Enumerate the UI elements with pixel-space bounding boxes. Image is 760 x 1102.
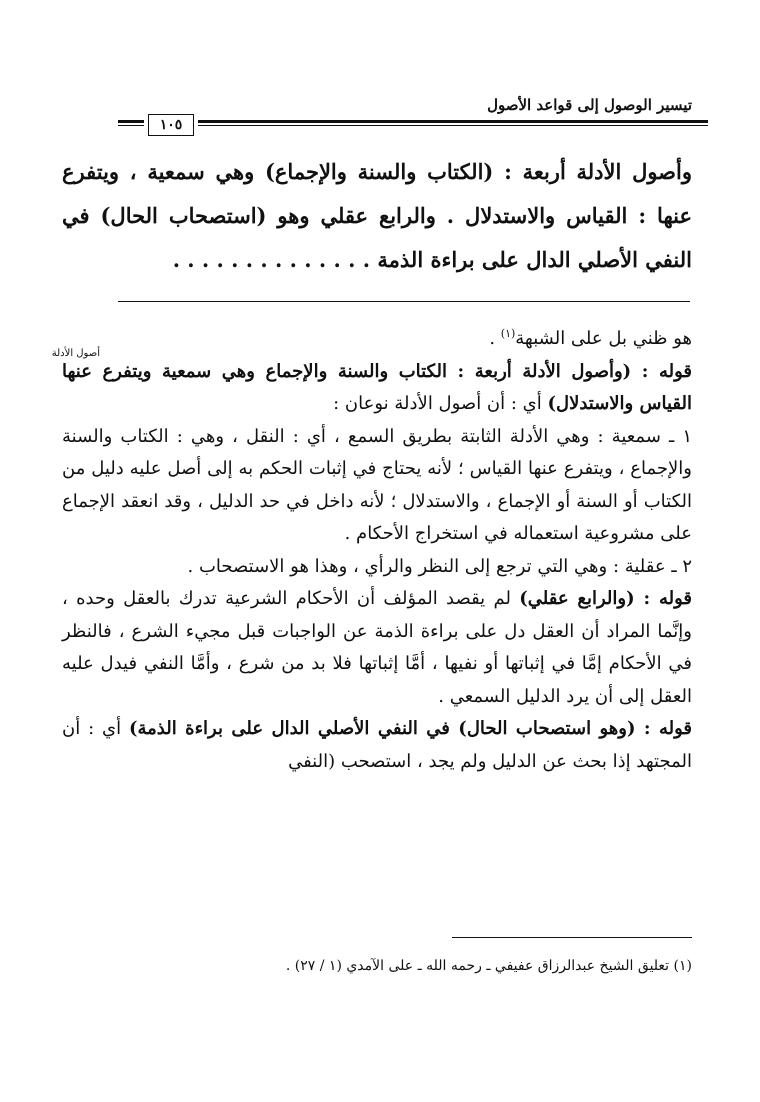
commentary-paragraph: ١ ـ سمعية : وهي الأدلة الثابتة بطريق السمع ، أي : النقل ، وهي : الكتاب والسنة والإجماع ، ويتفرع عنها القياس ؛ لأنه يحتاج في إثبات الحكم به إلى أصل عليه دليل من الكتاب أو السنة أو الإجماع ، والاستدلال ؛ لأنه داخل في حد الدليل ، وقد انعقد الإجماع على مشروعية استعماله في استخراج الأحكام .: [62, 425, 693, 544]
page-number-bar: [118, 114, 708, 138]
commentary-text-span: هو ظني بل على الشبهة: [515, 328, 692, 349]
header-rule-right: [198, 120, 708, 126]
footnote: (١) تعليق الشيخ عبدالرزاق عفيفي ـ رحمه الله ـ على الآمدي (١ / ٢٧) .: [285, 958, 692, 974]
commentary-text: [62, 318, 692, 778]
running-title: تيسير الوصول إلى قواعد الأصول: [487, 96, 692, 114]
margin-note: أصول الأدلة: [51, 348, 100, 359]
footnote-divider: [452, 937, 692, 938]
matn-divider: [118, 301, 690, 302]
commentary-paragraph: [62, 583, 692, 713]
commentary-text-span: أي : أن أصول الأدلة نوعان :: [333, 393, 548, 414]
commentary-paragraph: [62, 318, 692, 356]
commentary-text-span: .: [489, 328, 501, 349]
qawluhu-label: قوله :: [631, 360, 693, 382]
matn-quote: (وهو استصحاب الحال) في النفي الأصلي الدال على براءة الذمة): [128, 718, 636, 739]
qawluhu-label: قوله :: [634, 588, 692, 609]
page-number: ١٠٥: [148, 114, 194, 136]
commentary-paragraph: ٢ ـ عقلية : وهي التي ترجع إلى النظر والرأي ، وهذا هو الاستصحاب .: [187, 555, 692, 577]
commentary-paragraph: [62, 356, 692, 421]
matn-quote: (وأصول الأدلة أربعة : الكتاب والسنة والإجماع وهي سمعية ويتفرع عنها القياس والاستدلال): [62, 360, 692, 414]
qawluhu-label: قوله :: [635, 718, 693, 739]
matn-quote: (والرابع عقلي): [519, 588, 635, 609]
footnote-ref[interactable]: (١): [500, 327, 516, 340]
commentary-paragraph: [62, 713, 692, 778]
matn-text: [62, 150, 692, 282]
header-rule-left: [118, 120, 144, 126]
commentary-text-span: أي : أن المجتهد إذا بحث عن الدليل ولم يجد ، استصحب (النفي: [62, 718, 692, 772]
commentary-text-span: لم يقصد المؤلف أن الأحكام الشرعية تدرك بالعقل وحده ، وإنَّما المراد أن العقل دل على براءة الذمة عن الواجبات قبل مجيء الشرع ، فالنظر في الأحكام إمَّا في إثباتها أو نفيها ، أمَّا إثباتها فلا بد من شرع ، وأمَّا النفي فيدل عليه العقل إلى أن يرد الدليل السمعي .: [62, 588, 692, 707]
matn-paragraph: وأصول الأدلة أربعة : (الكتاب والسنة والإجماع) وهي سمعية ، ويتفرع عنها : القياس والاستدلال . والرابع عقلي وهو (استصحاب الحال) في النفي الأصلي الدال على براءة الذمة . . . . . . . . . . . . . .: [62, 159, 692, 272]
